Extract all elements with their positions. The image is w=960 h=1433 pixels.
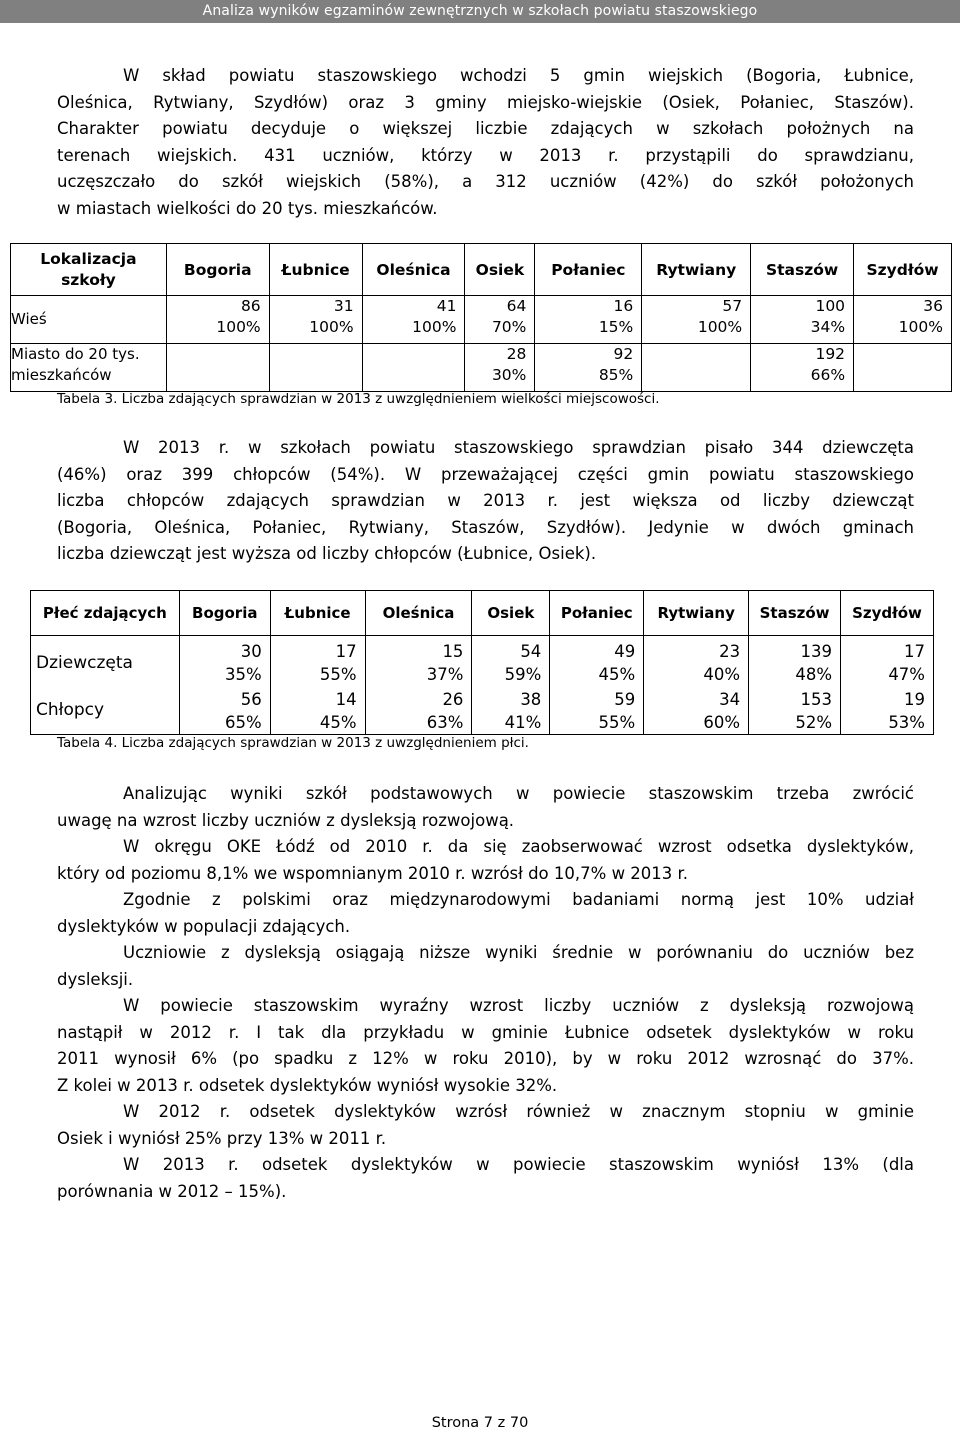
column-header: Bogoria: [166, 244, 269, 296]
table-cell: 15 37%: [365, 639, 472, 687]
page-number: Strona 7 z 70: [431, 1415, 529, 1431]
row-label: Chłopcy: [31, 687, 180, 735]
table-caption: Tabela 4. Liczba zdających sprawdzian w 2013 z uwzględnieniem płci.: [57, 735, 529, 751]
table-caption: Tabela 3. Liczba zdających sprawdzian w 2013 z uwzględnieniem wielkości miejscowości.: [57, 391, 660, 407]
location-header: Lokalizacja szkoły: [11, 244, 167, 296]
text-line: liczba dziewcząt jest wyższa od liczby chłopców (Łubnice, Osiek).: [57, 544, 597, 563]
table-cell: 192 66%: [751, 344, 854, 392]
intro-paragraph: [57, 63, 914, 222]
column-header: Rytwiany: [644, 591, 749, 636]
running-header: Analiza wyników egzaminów zewnętrznych w szkołach powiatu staszowskiego: [0, 0, 960, 23]
text-line: W okręgu OKE Łódź od 2010 r. da się zaobserwować wzrost odsetka dyslektyków,: [123, 837, 914, 856]
table-cell: 17 55%: [270, 639, 365, 687]
text-line: uwagę na wzrost liczby uczniów z dysleksją rozwojową.: [57, 810, 515, 830]
column-header: Rytwiany: [642, 244, 751, 296]
table-cell: 14 45%: [270, 687, 365, 735]
row-label: Miasto do 20 tys. mieszkańców: [11, 344, 167, 392]
text-line: Charakter powiatu decyduje o większej liczbie zdających w szkołach położnych na: [57, 119, 914, 138]
table-cell: 49 45%: [550, 639, 644, 687]
table-cell: [362, 344, 465, 392]
table-cell: 153 52%: [749, 687, 841, 735]
table-cell: 19 53%: [841, 687, 934, 735]
dyslexia-section: [57, 781, 914, 1205]
table-cell: [854, 344, 952, 392]
column-header: Łubnice: [269, 244, 362, 296]
table-cell: 92 85%: [535, 344, 642, 392]
table-row: [31, 687, 934, 735]
text-line: nastąpił w 2012 r. I tak dla przykładu w gminie Łubnice odsetek dyslektyków w roku: [57, 1022, 914, 1042]
text-line: dysleksji.: [57, 969, 134, 989]
text-line: Oleśnica, Rytwiany, Szydłów) oraz 3 gminy miejsko-wiejskie (Osiek, Połaniec, Staszów).: [57, 92, 914, 112]
table-cell: 41 100%: [362, 296, 465, 344]
column-header: Szydłów: [854, 244, 952, 296]
table-cell: 86 100%: [166, 296, 269, 344]
table-cell: 59 55%: [550, 687, 644, 735]
text-line: 2011 wynosił 6% (po spadku z 12% w roku 2010), by w roku 2012 wzrosnąć do 37%.: [57, 1049, 914, 1068]
table-cell: 17 47%: [841, 639, 934, 687]
column-header: Połaniec: [535, 244, 642, 296]
location-table: [10, 243, 952, 392]
table-row: [11, 344, 952, 392]
column-header: Staszów: [751, 244, 854, 296]
table-cell: 31 100%: [269, 296, 362, 344]
text-line: porównania w 2012 – 15%).: [57, 1181, 287, 1201]
text-line: Osiek i wyniósł 25% przy 13% w 2011 r.: [57, 1128, 387, 1148]
text-line: terenach wiejskich. 431 uczniów, którzy w 2013 r. przystąpili do sprawdzianu,: [57, 145, 914, 165]
text-line: który od poziomu 8,1% we wspomnianym 2010 r. wzrósł do 10,7% w 2013 r.: [57, 863, 689, 883]
table-cell: 34 60%: [644, 687, 749, 735]
text-line: Analizując wyniki szkół podstawowych w powiecie staszowskim trzeba zwrócić: [123, 784, 914, 803]
text-line: W powiecie staszowskim wyraźny wzrost liczby uczniów z dysleksją rozwojową: [123, 996, 914, 1015]
row-label: Dziewczęta: [31, 639, 180, 687]
column-header: Oleśnica: [365, 591, 472, 636]
table-cell: 64 70%: [465, 296, 535, 344]
table-cell: [166, 344, 269, 392]
gender-paragraph: [57, 435, 914, 568]
table-cell: [269, 344, 362, 392]
gender-table: [30, 590, 934, 735]
text-line: W 2013 r. odsetek dyslektyków w powiecie staszowskim wyniósł 13% (dla: [123, 1155, 914, 1174]
text-line: uczęszczało do szkół wiejskich (58%), a 312 uczniów (42%) do szkół położonych: [57, 172, 914, 191]
table-cell: 139 48%: [749, 639, 841, 687]
table-row: [31, 639, 934, 687]
text-line: (46%) oraz 399 chłopców (54%). W przeważającej części gmin powiatu staszowskiego: [57, 464, 914, 484]
table-cell: 23 40%: [644, 639, 749, 687]
column-header: Osiek: [472, 591, 550, 636]
text-line: Zgodnie z polskimi oraz międzynarodowymi badaniami normą jest 10% udział: [123, 890, 914, 909]
text-line: Uczniowie z dysleksją osiągają niższe wyniki średnie w porównaniu do uczniów bez: [123, 943, 914, 962]
row-label: Wieś: [11, 296, 167, 344]
text-line: liczba chłopców zdających sprawdzian w 2013 r. jest większa od liczby dziewcząt: [57, 491, 914, 510]
column-header: Szydłów: [841, 591, 934, 636]
text-line: dyslektyków w populacji zdających.: [57, 916, 351, 936]
table-cell: 36 100%: [854, 296, 952, 344]
column-header: Oleśnica: [362, 244, 465, 296]
table-cell: 38 41%: [472, 687, 550, 735]
table-cell: 57 100%: [642, 296, 751, 344]
table-cell: 28 30%: [465, 344, 535, 392]
text-line: (Bogoria, Oleśnica, Połaniec, Rytwiany, Staszów, Szydłów). Jedynie w dwóch gminach: [57, 517, 914, 537]
text-line: W 2012 r. odsetek dyslektyków wzrósł również w znacznym stopniu w gminie: [123, 1102, 914, 1121]
table-cell: 56 65%: [179, 687, 270, 735]
column-header: Łubnice: [270, 591, 365, 636]
column-header: Staszów: [749, 591, 841, 636]
table-row: [11, 296, 952, 344]
text-line: Z kolei w 2013 r. odsetek dyslektyków wyniósł wysokie 32%.: [57, 1075, 558, 1095]
table-cell: 26 63%: [365, 687, 472, 735]
table-cell: 100 34%: [751, 296, 854, 344]
text-line: W 2013 r. w szkołach powiatu staszowskiego sprawdzian pisało 344 dziewczęta: [123, 438, 914, 457]
table-cell: 30 35%: [179, 639, 270, 687]
text-line: w miastach wielkości do 20 tys. mieszkańców.: [57, 198, 438, 218]
gender-header: Płeć zdających: [31, 591, 180, 636]
column-header: Bogoria: [179, 591, 270, 636]
column-header: Połaniec: [550, 591, 644, 636]
table-cell: 16 15%: [535, 296, 642, 344]
column-header: Osiek: [465, 244, 535, 296]
table-cell: [642, 344, 751, 392]
table-cell: 54 59%: [472, 639, 550, 687]
text-line: W skład powiatu staszowskiego wchodzi 5 gmin wiejskich (Bogoria, Łubnice,: [123, 66, 914, 85]
